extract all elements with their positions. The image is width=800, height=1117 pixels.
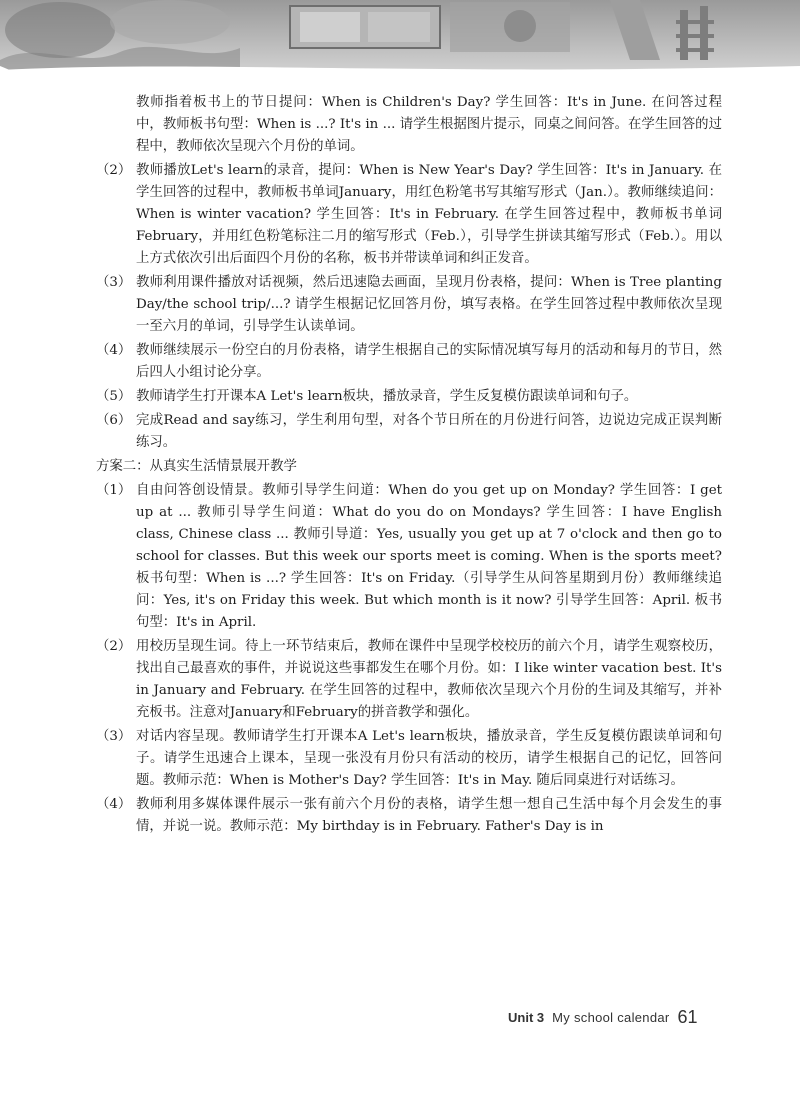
list-item [96, 386, 722, 408]
item-text: 教师利用课件播放对话视频，然后迅速隐去画面，呈现月份表格，提问：When is Tree planting Day/the school trip/...? 请学生根据记忆回答月份，填写表格。在学生回答过程中教师依次呈现一至六月的单词，引导学生认读单词。 [136, 275, 722, 334]
item-text: 教师播放Let's learn的录音，提问：When is New Year's Day? 学生回答：It's in January. 在学生回答的过程中，教师板书单词January，用红色粉笔书写其缩写形式（Jan.）。教师继续追问：When is winter vacation? 学生回答：It's in February. 在学生回答过程中，教师板书单词February，并用红色粉笔标注二月的缩写形式（Feb.），引导学生拼读其缩写形式（Feb.）。用以上方式依次引出后面四个月份的名称，板书并带读单词和纠正发音。 [136, 163, 722, 266]
item-text: 用校历呈现生词。待上一环节结束后，教师在课件中呈现学校校历的前六个月，请学生观察校历，找出自己最喜欢的事件，并说说这些事都发生在哪个月份。如：I like winter vacation best. It's in January and February. 在学生回答的过程中，教师依次呈现六个月份的生词及其缩写，并补充板书。注意对January和February的拼音教学和强化。 [136, 639, 722, 720]
page-footer [508, 1007, 698, 1028]
item-number: （3） [96, 275, 132, 290]
item-text: 教师利用多媒体课件展示一张有前六个月份的表格，请学生想一想自己生活中每个月会发生的事情，并说一说。教师示范：My birthday is in February. Father's Day is in [136, 797, 722, 834]
list-item [96, 794, 722, 838]
item-number: （6） [96, 413, 132, 428]
footer-title: My school calendar [552, 1010, 670, 1025]
page-number: 61 [677, 1007, 698, 1027]
list-item [96, 726, 722, 792]
decorative-banner-art [0, 0, 800, 82]
item-number: （3） [96, 729, 132, 744]
list-item [96, 272, 722, 338]
intro-paragraph: 教师指着板书上的节日提问：When is Children's Day? 学生回答：It's in June. 在问答过程中，教师板书句型：When is ...? It's in ... 请学生根据图片提示，同桌之间问答。在学生回答的过程中，教师依次呈现六个月份的单词。 [136, 95, 722, 154]
list-item [96, 636, 722, 724]
item-number: （2） [96, 163, 132, 178]
item-text: 完成Read and say练习，学生利用句型，对各个节日所在的月份进行问答，边说边完成正误判断练习。 [136, 413, 722, 450]
item-number: （1） [96, 483, 132, 498]
section-heading: 方案二：从真实生活情景展开教学 [96, 459, 297, 474]
item-number: （4） [96, 797, 132, 812]
list-item [96, 340, 722, 384]
list-item [96, 410, 722, 454]
item-number: （5） [96, 389, 132, 404]
item-text: 教师继续展示一份空白的月份表格，请学生根据自己的实际情况填写每月的活动和每月的节日，然后四人小组讨论分享。 [136, 343, 722, 380]
item-number: （2） [96, 639, 132, 654]
item-text: 自由问答创设情景。教师引导学生问道：When do you get up on Monday? 学生回答：I get up at ... 教师引导学生问道：What do you do on Mondays? 学生回答：I have English class, Chinese class ... 教师引导道：Yes, usually you get up at 7 o'clock and then go to school for classes. But this week our sports meet is coming. When is the sports meet? 板书句型：When is ...? 学生回答：It's on Friday.（引导学生从问答星期到月份）教师继续追问：Yes, it's on Friday this week. But which month is it now? 引导学生回答：April. 板书句型：It's in April. [136, 483, 722, 630]
list-item [96, 160, 722, 270]
list-item [96, 480, 722, 634]
page-body [96, 92, 722, 840]
item-number: （4） [96, 343, 132, 358]
item-text: 对话内容呈现。教师请学生打开课本A Let's learn板块，播放录音，学生反复模仿跟读单词和句子。请学生迅速合上课本，呈现一张没有月份只有活动的校历，请学生根据自己的记忆，回答问题。教师示范：When is Mother's Day? 学生回答：It's in May. 随后同桌进行对话练习。 [136, 729, 722, 788]
header-illustration [0, 0, 800, 82]
footer-unit: Unit 3 [508, 1010, 545, 1025]
item-text: 教师请学生打开课本A Let's learn板块，播放录音，学生反复模仿跟读单词和句子。 [136, 389, 638, 404]
